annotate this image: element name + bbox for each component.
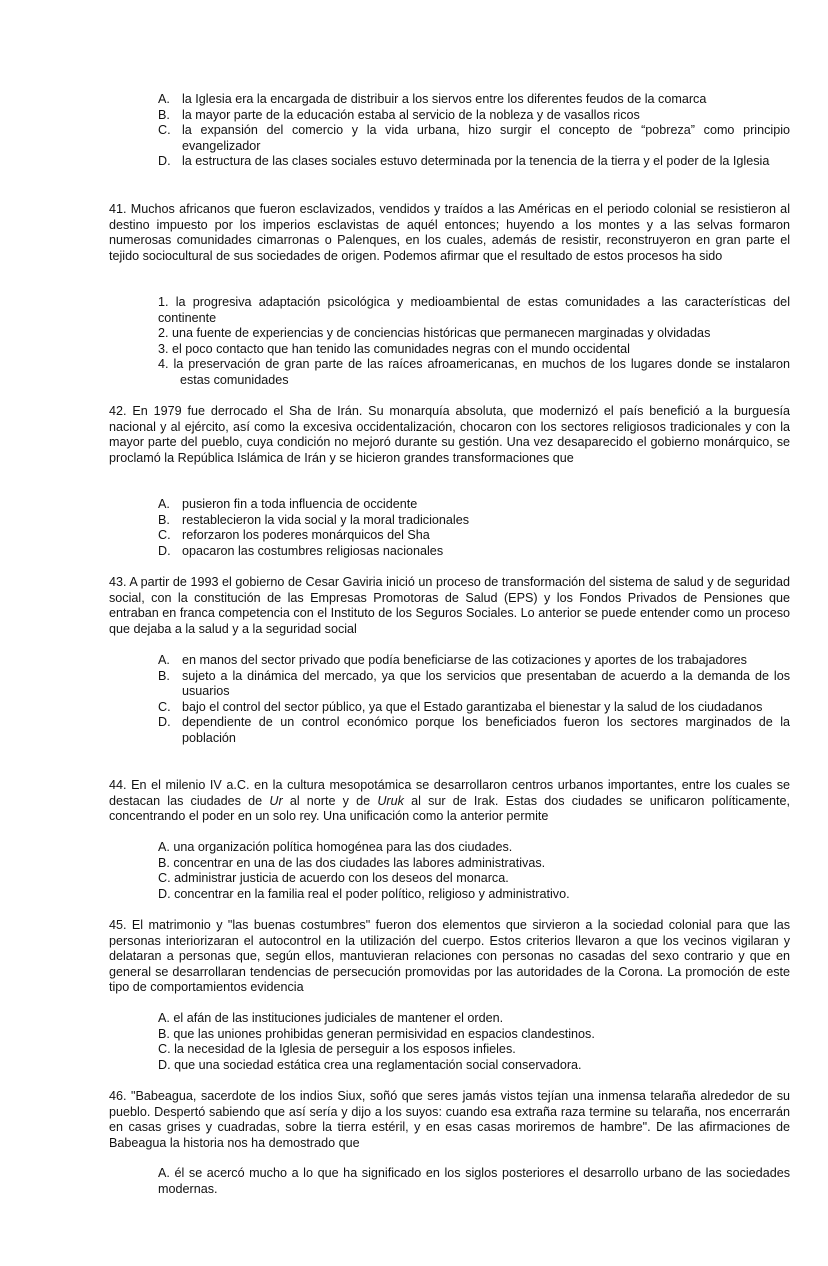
option-item: C. bajo el control del sector público, ya que el Estado garantizaba el bienestar y la salud de los ciudadanos bbox=[158, 699, 763, 714]
option-item: D. opacaron las costumbres religiosas nacionales bbox=[158, 543, 444, 558]
option-item: A. la Iglesia era la encargada de distribuir a los siervos entre los diferentes feudos de la comarca bbox=[158, 92, 707, 106]
q42-options bbox=[158, 497, 790, 559]
option-item: D. la estructura de las clases sociales estuvo determinada por la tenencia de la tierra y el poder de la Iglesia bbox=[158, 154, 770, 169]
option-item: B. restablecieron la vida social y la moral tradicionales bbox=[158, 512, 469, 527]
city-uruk: Uruk bbox=[377, 793, 404, 808]
question-42-stem: 42. En 1979 fue derrocado el Sha de Irán. Su monarquía absoluta, que modernizó el país benefició a la burguesía nacional y al ejército, así como la excesiva occidentalización, chocaron con los sectores religiosos tradicionales y con la mayor parte del pueblo, cuya condición no mejoró durante su gestión. Una vez desaparecido el gobierno monárquico, se proclamó la República Islámica de Irán y se hicieron grandes transformaciones que bbox=[109, 404, 790, 465]
option-item: B. concentrar en una de las dos ciudades las labores administrativas. bbox=[158, 855, 546, 870]
option-item: A. pusieron fin a toda influencia de occidente bbox=[158, 497, 418, 511]
option-item: B. que las uniones prohibidas generan permisividad en espacios clandestinos. bbox=[158, 1026, 595, 1041]
option-item: 4. la preservación de gran parte de las raíces afroamericanas, en muchos de los lugares donde se instalaron estas comunidades bbox=[158, 357, 790, 387]
option-item: A. una organización política homogénea para las dos ciudades. bbox=[158, 840, 513, 854]
option-item: C. la necesidad de la Iglesia de perseguir a los esposos infieles. bbox=[158, 1042, 516, 1057]
question-44-stem: 44. En el milenio IV a.C. en la cultura mesopotámica se desarrollaron centros urbanos importantes, entre los cuales se destacan las ciudades de Ur al norte y de Uruk al sur de Irak. Estas dos ciudades se unificaron políticamente, concentrando el poder en un solo rey. Una unificación como la anterior permite bbox=[109, 778, 790, 824]
option-item: D. que una sociedad estática crea una reglamentación social conservadora. bbox=[158, 1057, 582, 1072]
question-41-stem: 41. Muchos africanos que fueron esclavizados, vendidos y traídos a las Américas en el periodo colonial se resistieron al destino impuesto por los imperios esclavistas de aquél entonces; huyendo a los montes y a las selvas formaron numerosas comunidades cimarronas o Palenques, en los cuales, además de resistir, reconstruyeron en gran parte el tejido sociocultural de sus sociedades de origen. Podemos afirmar que el resultado de estos procesos ha sido bbox=[109, 202, 790, 263]
question-45-stem: 45. El matrimonio y "las buenas costumbres" fueron dos elementos que sirvieron a la sociedad colonial para que las personas interiorizaran el autocontrol en la utilización del cuerpo. Estos criterios llevaron a que los vecinos vigilaran y delataran a personas que, según ellos, mantuvieran relaciones con personas no casadas del sexo contrario y que en general se desarrollaran tendencias de persecución promovidas por las autoridades de la Corona. La promoción de este tipo de comportamientos evidencia bbox=[109, 918, 790, 995]
question-43-stem: 43. A partir de 1993 el gobierno de Cesar Gaviria inició un proceso de transformación del sistema de salud y de seguridad social, con la constitución de las Empresas Promotoras de Salud (EPS) y los Fondos Privados de Pensiones que entraban en franca competencia con el Instituto de los Seguros Sociales. Lo anterior se puede entender como un proceso que dejaba a la salud y a la seguridad social bbox=[109, 575, 790, 636]
option-item: D. dependiente de un control económico porque los beneficiados fueron los sectores marginados de la población bbox=[158, 715, 790, 745]
option-item: C. reforzaron los poderes monárquicos del Sha bbox=[158, 528, 430, 543]
option-item: C. la expansión del comercio y la vida urbana, hizo surgir el concepto de “pobreza” como principio evangelizador bbox=[158, 123, 790, 153]
city-ur: Ur bbox=[269, 793, 283, 808]
q41-options bbox=[158, 295, 790, 389]
option-item: A. él se acercó mucho a lo que ha significado en los siglos posteriores el desarrollo urbano de las sociedades modernas. bbox=[158, 1166, 790, 1196]
question-46-stem: 46. "Babeagua, sacerdote de los indios Siux, soñó que seres jamás vistos tejían una inmensa telaraña alrededor de su pueblo. Despertó sabiendo que así sería y dijo a los suyos: cuando esa extraña raza termine su telaraña, nos encerrarán en casas grises y cuadradas, sobre la tierra estéril, y en esas casas moriremos de hambre". De las afirmaciones de Babeagua la historia nos ha demostrado que bbox=[109, 1089, 790, 1150]
q44-options bbox=[158, 840, 790, 902]
q45-options bbox=[158, 1011, 790, 1073]
q40-options bbox=[158, 92, 790, 170]
option-item: B. la mayor parte de la educación estaba al servicio de la nobleza y de vasallos ricos bbox=[158, 107, 640, 122]
q46-options bbox=[158, 1166, 790, 1197]
option-item: 3. el poco contacto que han tenido las comunidades negras con el mundo occidental bbox=[158, 341, 630, 356]
option-item: 2. una fuente de experiencias y de conciencias históricas que permanecen marginadas y olvidadas bbox=[158, 326, 711, 341]
option-item: B. sujeto a la dinámica del mercado, ya que los servicios que presentaban de acuerdo a la demanda de los usuarios bbox=[158, 668, 790, 699]
option-item: A. en manos del sector privado que podía beneficiarse de las cotizaciones y aportes de los trabajadores bbox=[158, 653, 747, 667]
option-item: D. concentrar en la familia real el poder político, religioso y administrativo. bbox=[158, 886, 570, 901]
option-item: 1. la progresiva adaptación psicológica y medioambiental de estas comunidades a las características del continente bbox=[158, 295, 790, 325]
option-item: A. el afán de las instituciones judiciales de mantener el orden. bbox=[158, 1011, 504, 1025]
option-item: C. administrar justicia de acuerdo con los deseos del monarca. bbox=[158, 871, 509, 886]
q43-options bbox=[158, 653, 790, 747]
